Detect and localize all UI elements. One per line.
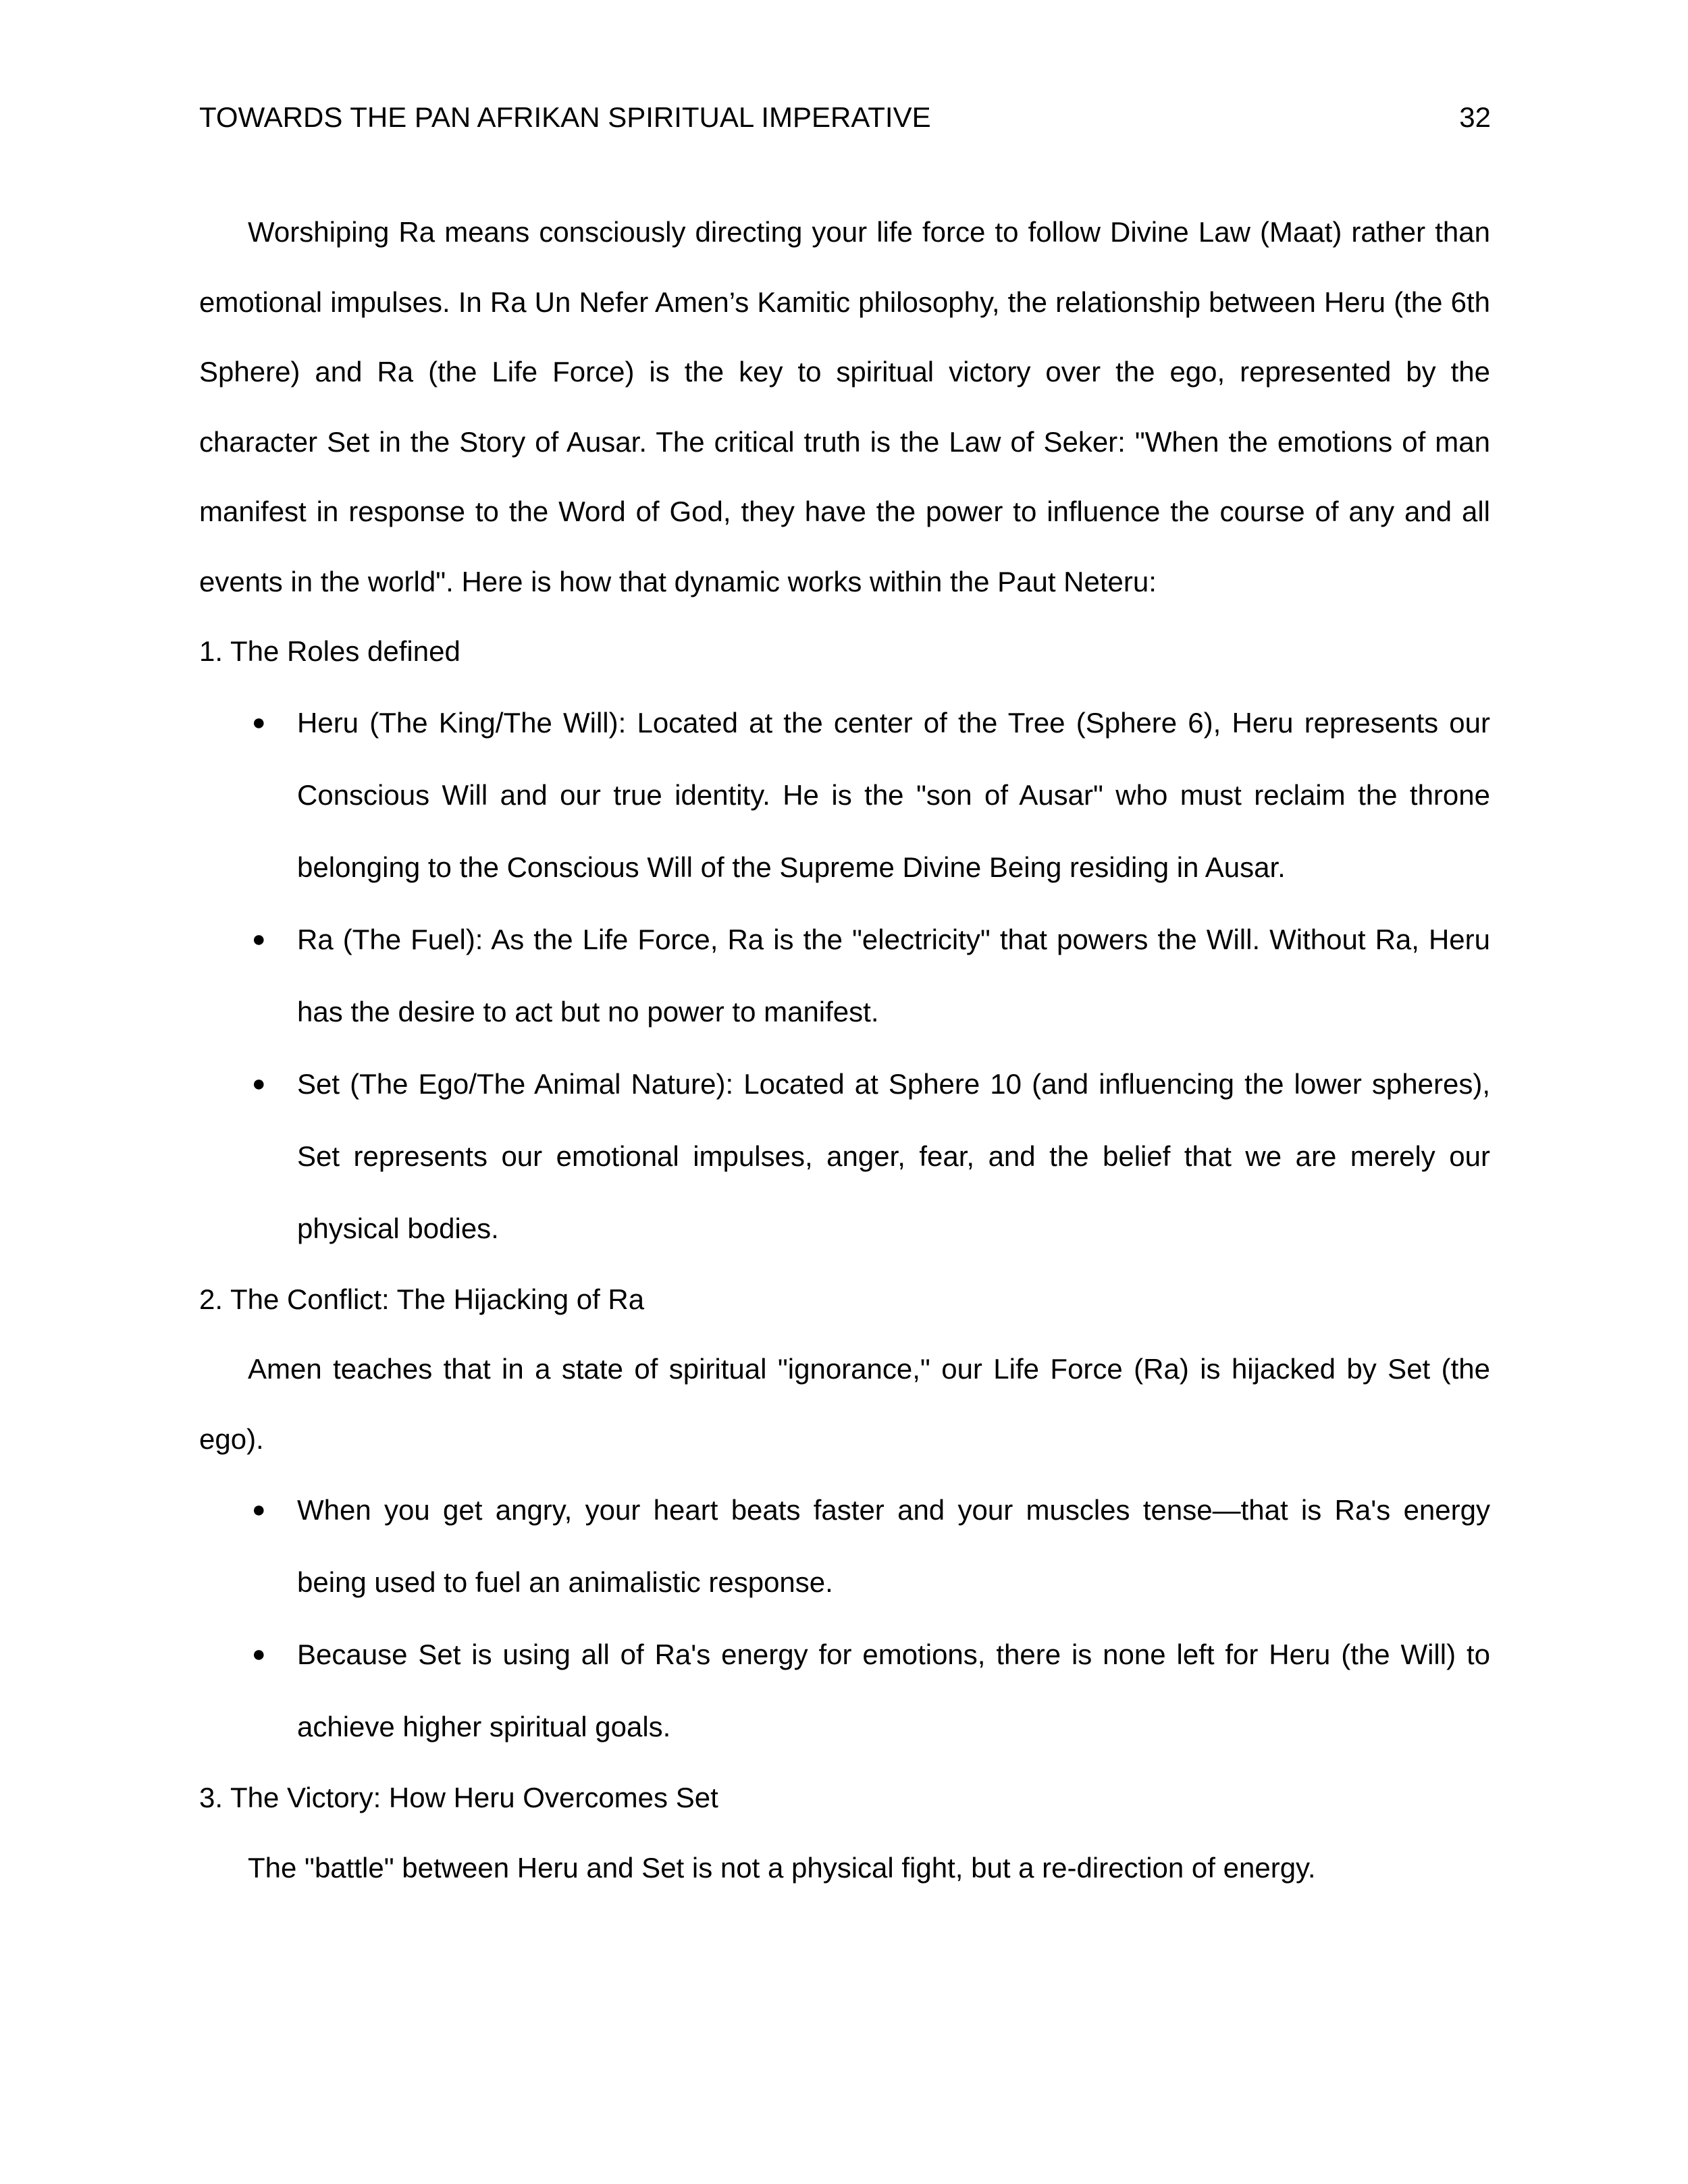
list-item <box>199 1618 1490 1763</box>
conflict-paragraph: Amen teaches that in a state of spiritual "ignorance," our Life Force (Ra) is hijacked by Set (the ego). <box>199 1353 1490 1455</box>
conflict-bullet-list <box>199 1474 1490 1763</box>
intro-paragraph: Worshiping Ra means consciously directing your life force to follow Divine Law (Maat) rather than emotional impulses. In Ra Un Nefer Amen’s Kamitic philosophy, the relationship between Heru (the 6th Sphere) and Ra (the Life Force) is the key to spiritual victory over the ego, represented by the character Set in the Story of Ausar. The critical truth is the Law of Seker: "When the emotions of man manifest in response to the Word of God, they have the power to influence the course of any and all events in the world". Here is how that dynamic works within the Paut Neteru: <box>199 216 1490 597</box>
page-number: 32 <box>1459 101 1491 133</box>
victory-paragraph: The "battle" between Heru and Set is not a physical fight, but a re-direction of energy. <box>248 1851 1316 1884</box>
bullet-icon: ● <box>252 1497 266 1522</box>
list-item-text: Heru (The King/The Will): Located at the center of the Tree (Sphere 6), Heru represents our Conscious Will and our true identity. He is the "son of Ausar" who must reclaim the throne belonging to the Conscious Will of the Supreme Divine Being residing in Ausar. <box>297 706 1490 883</box>
bullet-icon: ● <box>252 926 266 952</box>
section-heading-conflict: 2. The Conflict: The Hijacking of Ra <box>199 1283 645 1315</box>
list-item-text: Ra (The Fuel): As the Life Force, Ra is the "electricity" that powers the Will. Without Ra, Heru has the desire to act but no power to manifest. <box>297 923 1490 1028</box>
list-item-text: Set (The Ego/The Animal Nature): Located at Sphere 10 (and influencing the lower spheres), Set represents our emotional impulses, anger, fear, and the belief that we are merely our physical bodies. <box>297 1067 1490 1244</box>
section-heading-victory: 3. The Victory: How Heru Overcomes Set <box>199 1782 718 1813</box>
bullet-icon: ● <box>252 1070 266 1096</box>
document-body <box>199 197 1490 1902</box>
bullet-icon: ● <box>252 709 266 735</box>
list-item <box>199 1474 1490 1618</box>
list-item-text: Because Set is using all of Ra's energy for emotions, there is none left for Heru (the Will) to achieve higher spiritual goals. <box>297 1639 1490 1742</box>
list-item <box>199 687 1490 903</box>
running-head <box>199 100 1491 135</box>
bullet-icon: ● <box>252 1641 266 1667</box>
list-item <box>199 903 1490 1048</box>
section-heading-roles: 1. The Roles defined <box>199 635 460 667</box>
running-head-title: TOWARDS THE PAN AFRIKAN SPIRITUAL IMPERATIVE <box>199 101 931 133</box>
roles-bullet-list <box>199 687 1490 1264</box>
list-item <box>199 1048 1490 1264</box>
list-item-text: When you get angry, your heart beats faster and your muscles tense—that is Ra's energy being used to fuel an animalistic response. <box>297 1494 1490 1598</box>
